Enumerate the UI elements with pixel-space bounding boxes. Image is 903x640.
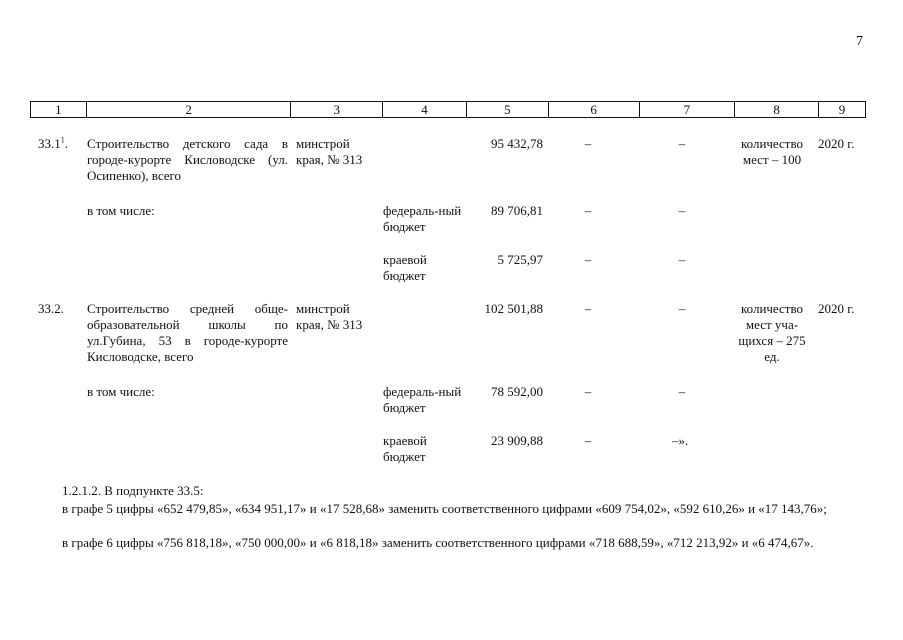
funding-source: краевой бюджет — [383, 252, 427, 283]
amount: 78 592,00 — [491, 384, 543, 399]
amount: 102 501,88 — [484, 301, 543, 316]
amount: 5 725,97 — [497, 252, 543, 267]
col7-value: – — [678, 252, 686, 267]
col6-value: – — [584, 203, 592, 218]
table-header-row — [30, 101, 866, 118]
year: 2020 г. — [818, 136, 855, 151]
col7-value: – — [678, 301, 686, 316]
col7-value: – — [678, 203, 686, 218]
col7-value: –». — [672, 433, 689, 448]
amount: 23 909,88 — [491, 433, 543, 448]
header-col-1: 1 — [31, 102, 87, 117]
indicator: количество мест уча-щихся – 275 ед. — [738, 301, 806, 364]
object-name: Строительство детского сада в городе-курорте Кисловодске (ул. Осипенко), всего — [87, 136, 288, 183]
col6-value: – — [584, 252, 592, 267]
header-col-5: 5 — [467, 102, 549, 117]
year: 2020 г. — [818, 301, 855, 316]
col6-value: – — [584, 136, 592, 151]
funding-source: федераль-ный бюджет — [383, 203, 462, 234]
amount: 89 706,81 — [491, 203, 543, 218]
col6-value: – — [584, 433, 592, 448]
page-number: 7 — [856, 34, 863, 49]
header-col-3: 3 — [291, 102, 383, 117]
header-col-2: 2 — [87, 102, 292, 117]
header-col-4: 4 — [383, 102, 467, 117]
funding-source: краевой бюджет — [383, 433, 427, 464]
amendment-paragraph: в графе 5 цифры «652 479,85», «634 951,17» и «17 528,68» заменить соответственного цифрами «609 754,02», «592 610,26» и «17 143,76»; — [62, 501, 827, 516]
col7-value: – — [678, 384, 686, 399]
ministry: минстрой края, № 313 — [296, 301, 363, 332]
row-number: 33.2. — [38, 301, 64, 316]
amendment-paragraph: в графе 6 цифры «756 818,18», «750 000,00» и «6 818,18» заменить соответственного цифрами «718 688,59», «712 213,92» и «6 474,67». — [62, 535, 814, 550]
row-number: 33.1$^1$. — [38, 135, 68, 151]
header-col-8: 8 — [735, 102, 819, 117]
amendment-heading: 1.2.1.2. В подпункте 33.5: — [62, 483, 204, 498]
col6-value: – — [584, 301, 592, 316]
header-col-6: 6 — [549, 102, 640, 117]
col7-value: – — [678, 136, 686, 151]
header-col-7: 7 — [640, 102, 736, 117]
col6-value: – — [584, 384, 592, 399]
amount: 95 432,78 — [491, 136, 543, 151]
header-col-9: 9 — [838, 102, 846, 117]
subtotal-label: в том числе: — [87, 203, 155, 218]
object-name: Строительство средней обще-образовательной школы по ул.Губина, 53 в городе-курорте Кисловодске, всего — [87, 301, 288, 364]
subtotal-label: в том числе: — [87, 384, 155, 399]
ministry: минстрой края, № 313 — [296, 136, 363, 167]
indicator: количество мест – 100 — [740, 136, 804, 167]
funding-source: федераль-ный бюджет — [383, 384, 462, 415]
